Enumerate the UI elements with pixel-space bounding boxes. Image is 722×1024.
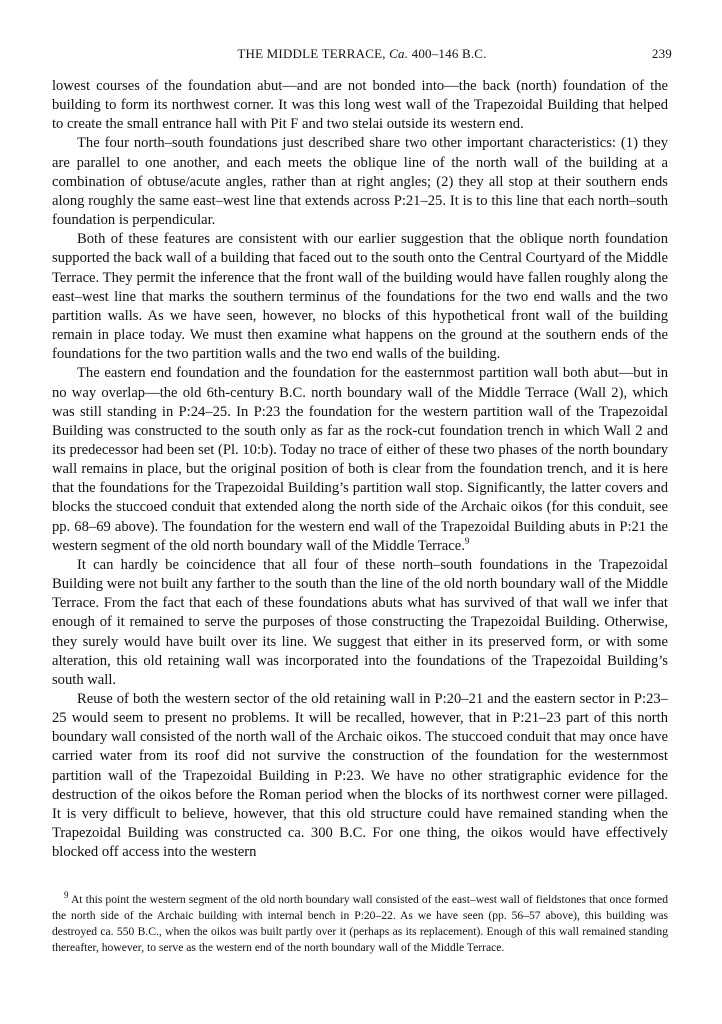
paragraph-text: The eastern end foundation and the foundation for the easternmost partition wall both abut—but in no way overlap—the old 6th-century B.C. north boundary wall of the Middle Terrace (Wall 2), which was still standing in P:24–25. In P:23 the foundation for the western partition wall of the Trapezoidal Building was constructed to the south only as far as the rock-cut foundation trench in which Wall 2 and its predecessor had been set (Pl. 10:b). Today no trace of either of these two phases of the north boundary wall remains in place, but the original position of both is clear from the foundation trench, and it is here that the foundations for the Trapezoidal Building’s partition wall stop. Significantly, the latter covers and blocks the stuccoed conduit that extended along the north side of the Archaic oikos (for this conduit, see pp. 68–69 above). The foundation for the western end wall of the Trapezoidal Building abuts in P:21 the western segment of the old north boundary wall of the Middle Terrace. bbox=[52, 365, 668, 554]
running-head bbox=[52, 46, 672, 66]
body-text bbox=[52, 77, 668, 862]
paragraph: Reuse of both the western sector of the old retaining wall in P:20–21 and the eastern sector in P:23–25 would seem to present no problems. It will be recalled, however, that in P:21–23 part of this north boundary wall consisted of the north wall of the Archaic oikos. The stuccoed conduit that may once have carried water from its roof did not survive the construction of the foundation for the westernmost partition wall of the Trapezoidal Building in P:23. We have no other stratigraphic evidence for the destruction of the oikos before the Roman period when the blocks of its northwest corner were pillaged. It is very difficult to believe, however, that this old structure could have remained standing when the Trapezoidal Building was constructed ca. 300 B.C. For one thing, the oikos would have effectively blocked off access into the western bbox=[52, 691, 668, 861]
footnote-number: 9 bbox=[64, 890, 69, 901]
page-number: 239 bbox=[651, 46, 672, 61]
paragraph: The four north–south foundations just described share two other important characteristics: (1) they are parallel to one another, and each meets the oblique line of the north wall of the building at a combination of obtuse/acute angles, rather than at right angles; (2) they all stop at their southern ends along roughly the same east–west line that extends across P:21–25. It is to this line that each north–south foundation is perpendicular. bbox=[52, 135, 668, 229]
footnote-reference[interactable]: 9 bbox=[464, 535, 470, 546]
footnote bbox=[52, 892, 668, 956]
footnotes bbox=[52, 892, 668, 956]
footnote-text: At this point the western segment of the old north boundary wall consisted of the east–west wall of fieldstones that once formed the north side of the Archaic building with internal bench in P:20–22. As we have seen (pp. 56–57 above), this building was destroyed ca. 550 B.C., when the oikos was built partly over it (perhaps as its replacement). Enough of this wall remained standing thereafter, however, to serve as the western end of the north boundary wall of the Middle Terrace. bbox=[52, 893, 668, 954]
paragraph: It can hardly be coincidence that all four of these north–south foundations in the Trapezoidal Building were not built any farther to the south than the line of the old north boundary wall of the Middle Terrace. From the fact that each of these foundations abuts what has survived of that wall we infer that enough of it remained to serve the purposes of those constructing the Trapezoidal Building. Otherwise, they surely would have built over its line. We suggest that either in its preserved form, or with some alteration, this old retaining wall was incorporated into the foundations of the Trapezoidal Building’s south wall. bbox=[52, 556, 668, 688]
paragraph bbox=[52, 364, 668, 556]
paragraph: Both of these features are consistent with our earlier suggestion that the oblique north foundation supported the back wall of a building that faced out to the south onto the Central Courtyard of the Middle Terrace. They permit the inference that the front wall of the building would have fallen roughly along the east–west line that marks the southern terminus of the foundations for the two end walls and the two partition walls. As we have seen, however, no blocks of this hypothetical front wall of the building remain in place today. We must then examine what happens on the ground at the southern ends of the foundations for the two partition walls and the two end walls of the building. bbox=[52, 231, 668, 363]
running-title: THE MIDDLE TERRACE, Ca. 400–146 B.C. bbox=[237, 46, 487, 61]
paragraph: lowest courses of the foundation abut—and are not bonded into—the back (north) foundation of the building to form its northwest corner. It was this long west wall of the Trapezoidal Building that helped to create the small entrance hall with Pit F and two stelai outside its western end. bbox=[52, 78, 668, 133]
